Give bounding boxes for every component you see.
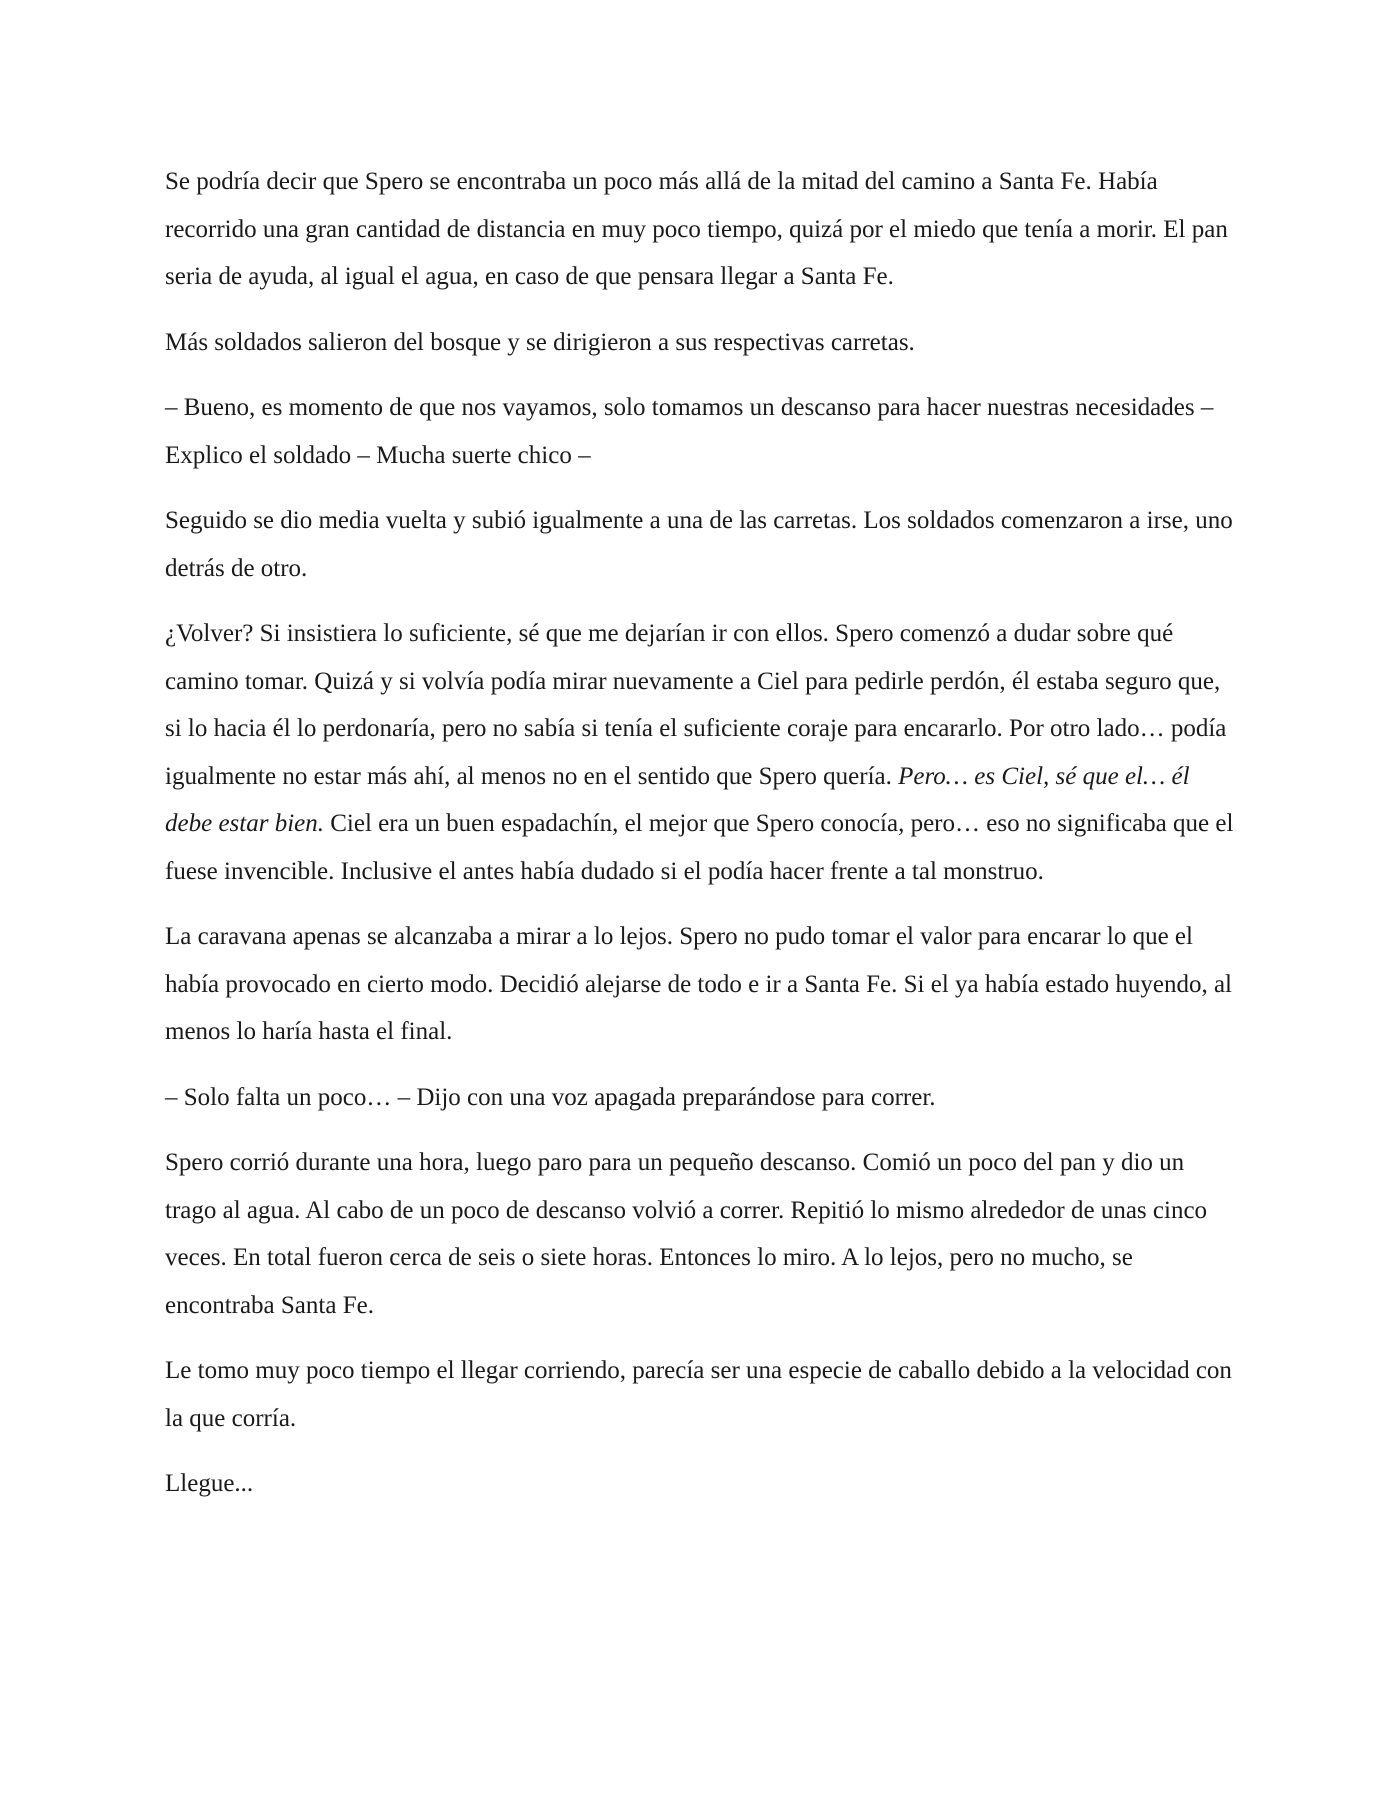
paragraph: Se podría decir que Spero se encontraba un poco más allá de la mitad del camino a Santa Fe. Había recorrido una gran cantidad de distancia en muy poco tiempo, quizá por el miedo que tenía a morir. El pan seria de ayuda, al igual el agua, en caso de que pensara llegar a Santa Fe. <box>165 168 1228 290</box>
paragraph-text-before: ¿Volver? Si insistiera lo suficiente, sé que me dejarían ir con ellos. Spero comenzó a dudar sobre qué camino tomar. Quizá y si volvía podía mirar nuevamente a Ciel para pedirle perdón, él estaba seguro que, si lo hacia él lo perdonaría, pero no sabía si tenía el suficiente coraje para encararlo. Por otro lado… podía igualmente no estar más ahí, al menos no en el sentido que Spero quería. <box>165 620 1227 790</box>
paragraph: Spero corrió durante una hora, luego paro para un pequeño descanso. Comió un poco del pan y dio un trago al agua. Al cabo de un poco de descanso volvió a correr. Repitió lo mismo alrededor de unas cinco veces. En total fueron cerca de seis o siete horas. Entonces lo miro. A lo lejos, pero no mucho, se encontraba Santa Fe. <box>165 1149 1208 1319</box>
paragraph-text-after: Ciel era un buen espadachín, el mejor que Spero conocía, pero… eso no significaba que el fuese invencible. Inclusive el antes había dudado si el podía hacer frente a tal monstruo. <box>165 810 1234 885</box>
document-body <box>165 158 1237 1526</box>
paragraph-with-italic-thought <box>165 610 1237 895</box>
italic-thought: Pero… es Ciel, sé que el… él debe estar bien. <box>165 762 1190 837</box>
paragraph: La caravana apenas se alcanzaba a mirar a lo lejos. Spero no pudo tomar el valor para encarar lo que el había provocado en cierto modo. Decidió alejarse de todo e ir a Santa Fe. Si el ya había estado huyendo, al menos lo haría hasta el final. <box>165 923 1233 1045</box>
paragraph: Más soldados salieron del bosque y se dirigieron a sus respectivas carretas. <box>165 328 915 356</box>
dialogue-paragraph: – Solo falta un poco… – Dijo con una voz apagada preparándose para correr. <box>165 1083 936 1111</box>
paragraph: Llegue... <box>165 1470 254 1497</box>
paragraph: Le tomo muy poco tiempo el llegar corriendo, parecía ser una especie de caballo debido a la velocidad con la que corría. <box>165 1357 1232 1432</box>
dialogue-paragraph: – Bueno, es momento de que nos vayamos, solo tomamos un descanso para hacer nuestras necesidades – Explico el soldado – Mucha suerte chico – <box>165 394 1214 469</box>
paragraph: Seguido se dio media vuelta y subió igualmente a una de las carretas. Los soldados comenzaron a irse, uno detrás de otro. <box>165 507 1233 582</box>
